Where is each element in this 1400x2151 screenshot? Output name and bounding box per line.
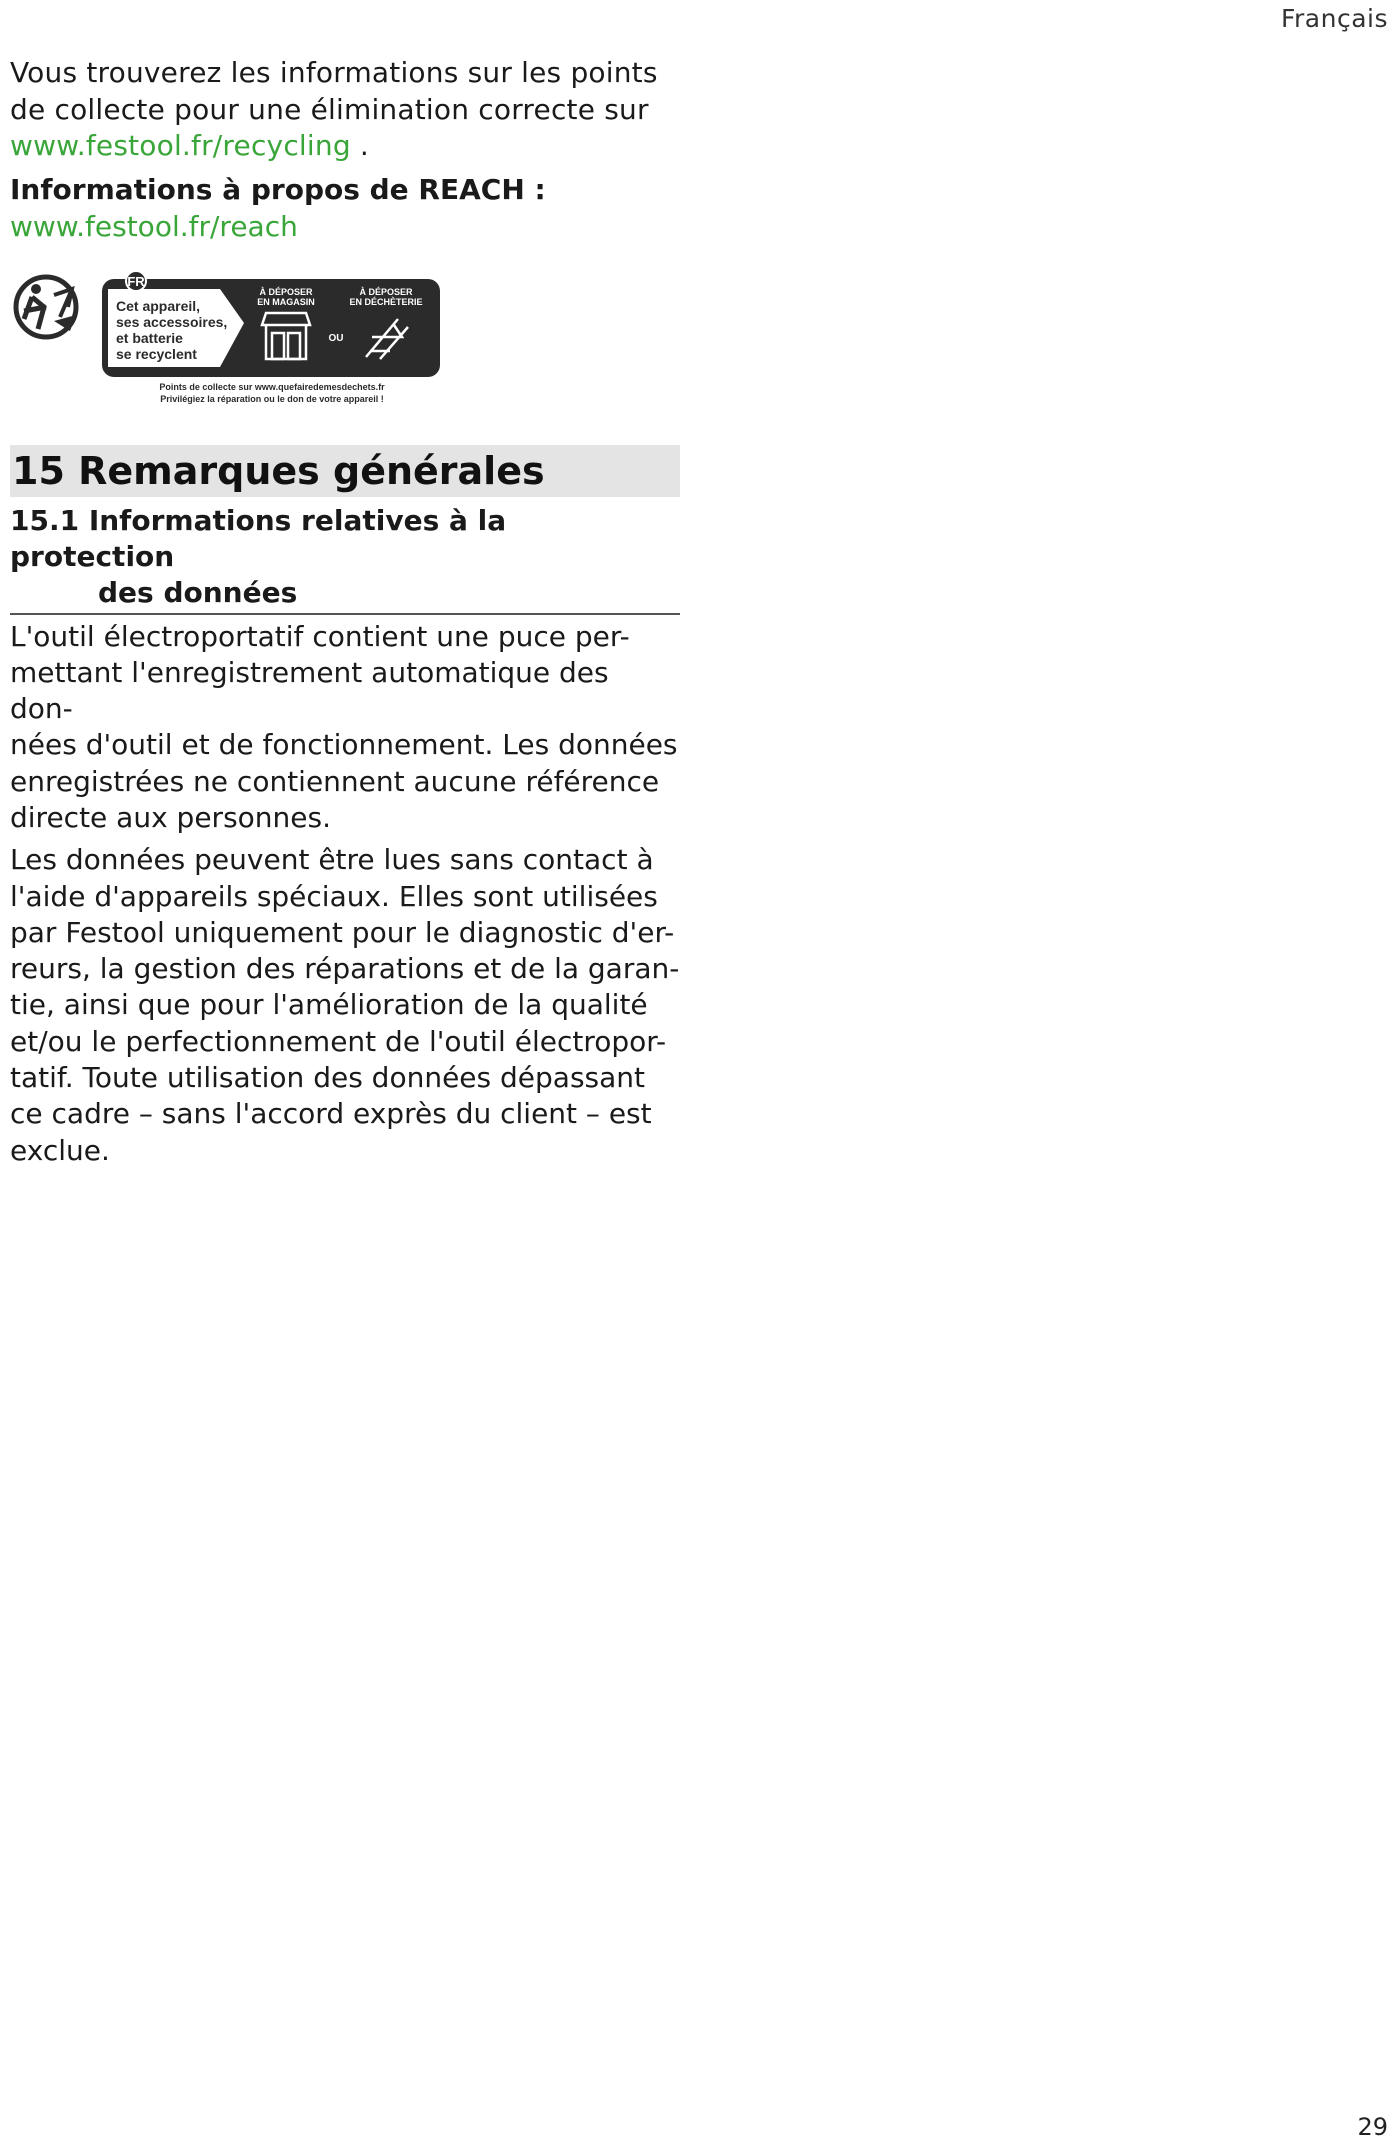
p2-line: tatif. Toute utilisation des données dépassant bbox=[10, 1061, 646, 1095]
store-label-2: EN MAGASIN bbox=[257, 296, 315, 307]
p1-line: nées d'outil et de fonctionnement. Les données bbox=[10, 728, 678, 762]
store-label-1: À DÉPOSER bbox=[259, 286, 313, 297]
triman-badge: FR bbox=[127, 273, 145, 289]
paragraph-1 bbox=[10, 619, 680, 837]
paragraph-2 bbox=[10, 842, 680, 1169]
triman-text-2: ses accessoires, bbox=[116, 313, 228, 330]
subsection-heading bbox=[10, 503, 680, 615]
triman-footer-2: Privilégiez la réparation ou le don de votre appareil ! bbox=[160, 393, 384, 404]
subsection-heading-line-1: 15.1 Informations relatives à la protection bbox=[10, 503, 507, 573]
p2-line: Les données peuvent être lues sans contact à bbox=[10, 843, 654, 877]
reach-link[interactable]: www.festool.fr/reach bbox=[10, 209, 298, 243]
p2-line: l'aide d'appareils spéciaux. Elles sont utilisées bbox=[10, 879, 658, 913]
p2-line: reurs, la gestion des réparations et de la garan- bbox=[10, 952, 680, 986]
triman-text-1: Cet appareil, bbox=[116, 297, 201, 314]
language-label: Français bbox=[1280, 4, 1388, 33]
recycling-paragraph bbox=[10, 55, 680, 165]
dump-label-2: EN DÉCHÈTERIE bbox=[349, 296, 423, 307]
p2-line: ce cadre – sans l'accord exprès du client – est bbox=[10, 1097, 652, 1131]
triman-text-3: et batterie bbox=[116, 329, 183, 346]
p1-line: enregistrées ne contiennent aucune référence bbox=[10, 764, 660, 798]
content-column bbox=[10, 55, 680, 1175]
triman-icon bbox=[16, 277, 76, 337]
recycling-text-line-1: Vous trouverez les informations sur les points bbox=[10, 56, 658, 89]
recycling-text-line-2: de collecte pour une élimination correcte sur bbox=[10, 92, 649, 126]
recycling-link[interactable]: www.festool.fr/recycling bbox=[10, 129, 351, 162]
triman-recycling-logo bbox=[10, 267, 444, 412]
recycling-dot: . bbox=[350, 129, 369, 162]
or-label: OU bbox=[328, 332, 344, 344]
triman-footer-1: Points de collecte sur www.quefairedemesdechets.fr bbox=[159, 381, 385, 392]
reach-heading: Informations à propos de REACH : bbox=[10, 172, 546, 206]
p1-line: directe aux personnes. bbox=[10, 800, 331, 834]
p1-line: L'outil électroportatif contient une puce per- bbox=[10, 619, 630, 653]
triman-text-4: se recyclent bbox=[116, 345, 197, 362]
section-title: 15 Remarques générales bbox=[10, 445, 680, 497]
subsection-heading-line-2: des données bbox=[98, 575, 298, 609]
p2-line: tie, ainsi que pour l'amélioration de la qualité bbox=[10, 988, 648, 1022]
p2-line: par Festool uniquement pour le diagnostic d'er- bbox=[10, 915, 675, 949]
p1-line: mettant l'enregistrement automatique des don- bbox=[10, 655, 609, 726]
p2-line: exclue. bbox=[10, 1133, 110, 1167]
dump-label-1: À DÉPOSER bbox=[359, 286, 413, 297]
p2-line: et/ou le perfectionnement de l'outil électropor- bbox=[10, 1024, 667, 1058]
page-number: 29 bbox=[1357, 2113, 1388, 2141]
